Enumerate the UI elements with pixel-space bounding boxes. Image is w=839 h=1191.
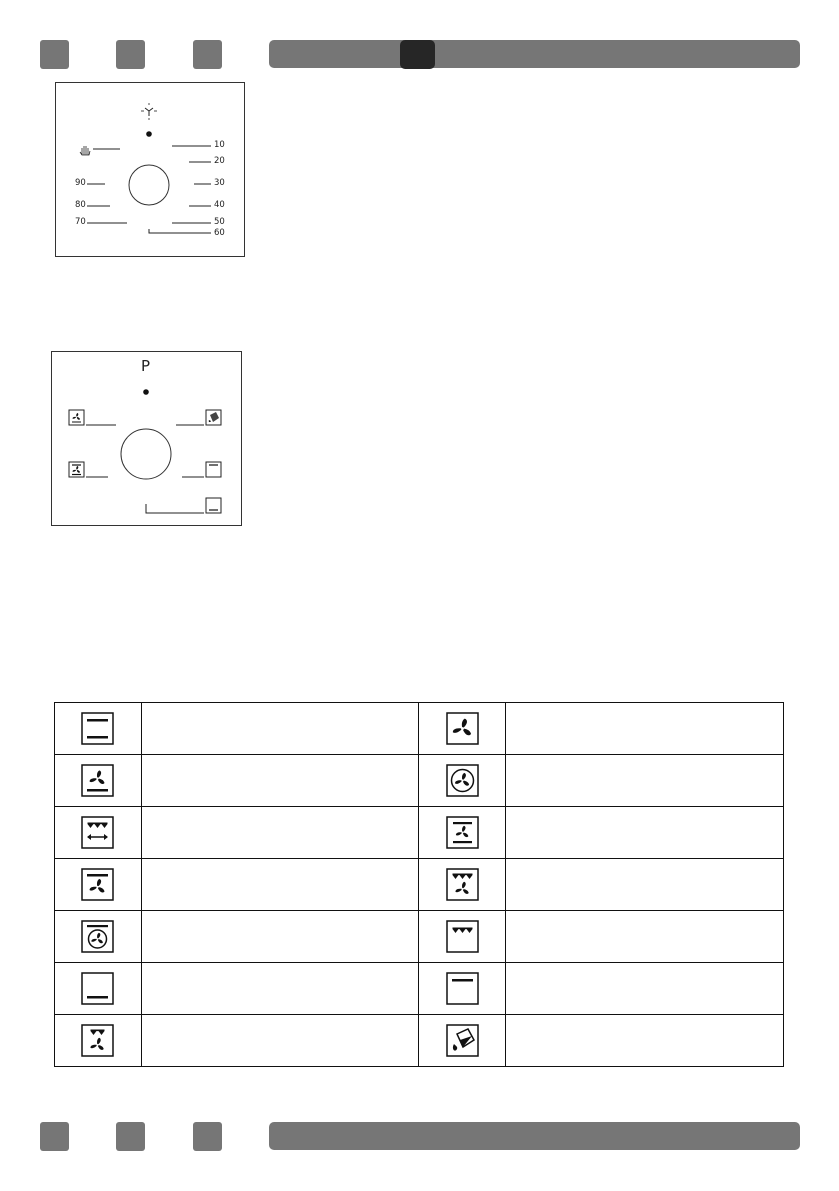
table-row (55, 807, 784, 859)
defrost-icon (206, 410, 221, 425)
top-bottom-heat-icon (55, 703, 142, 755)
legend-text (141, 963, 419, 1015)
header-bar (269, 40, 800, 68)
timer-mark-40: 40 (214, 200, 225, 210)
legend-text (141, 911, 419, 963)
legend-text (141, 859, 419, 911)
knob-indicator-dot (146, 131, 152, 137)
function-knob-graphic (52, 352, 241, 525)
fan-grill-icon (419, 859, 506, 911)
footer-square-3 (193, 1122, 222, 1151)
header-square-3 (193, 40, 222, 69)
legend-text (506, 1015, 784, 1067)
defrost-icon (419, 1015, 506, 1067)
legend-text (506, 807, 784, 859)
legend-text (141, 703, 419, 755)
function-legend-table (54, 702, 784, 1067)
fan-top-bottom-heat-icon (419, 807, 506, 859)
timer-mark-70: 70 (75, 217, 86, 227)
footer-bar (269, 1122, 800, 1150)
timer-mark-60: 60 (214, 228, 225, 238)
timer-mark-20: 20 (214, 156, 225, 166)
table-row (55, 859, 784, 911)
grill-icon (419, 911, 506, 963)
legend-text (506, 859, 784, 911)
bottom-element-icon (206, 498, 221, 513)
timer-mark-30: 30 (214, 178, 225, 188)
legend-text (141, 807, 419, 859)
top-heat-icon (419, 963, 506, 1015)
footer-square-2 (116, 1122, 145, 1151)
timer-mark-50: 50 (214, 217, 225, 227)
timer-symbol-icon (141, 103, 157, 120)
hand-icon (80, 146, 90, 155)
table-row (55, 963, 784, 1015)
table-row (55, 911, 784, 963)
legend-text (141, 1015, 419, 1067)
fan-icon (419, 703, 506, 755)
fan-top-heat-icon (55, 859, 142, 911)
function-knob-panel (51, 351, 242, 526)
timer-mark-10: 10 (214, 140, 225, 150)
legend-text (506, 755, 784, 807)
header-active-tab (400, 40, 435, 69)
full-grill-icon (55, 807, 142, 859)
timer-mark-90: 90 (75, 178, 86, 188)
header-square-1 (40, 40, 69, 69)
bottom-heat-icon (55, 963, 142, 1015)
fan-grill-small-icon (55, 1015, 142, 1067)
circular-fan-top-heat-icon (55, 911, 142, 963)
legend-text (141, 755, 419, 807)
fan-bottom-heat-icon (55, 755, 142, 807)
fan-icon (69, 410, 84, 425)
table-row (55, 703, 784, 755)
legend-text (506, 963, 784, 1015)
table-row (55, 755, 784, 807)
timer-mark-80: 80 (75, 200, 86, 210)
program-label: P (141, 357, 151, 375)
knob-circle (129, 165, 169, 205)
legend-text (506, 703, 784, 755)
legend-text (506, 911, 784, 963)
footer-square-1 (40, 1122, 69, 1151)
timer-knob-panel (55, 82, 245, 257)
knob-indicator-dot (143, 389, 149, 395)
table-row (55, 1015, 784, 1067)
knob-circle (121, 429, 171, 479)
header-square-2 (116, 40, 145, 69)
circular-fan-icon (419, 755, 506, 807)
fan-grill-icon (69, 462, 84, 477)
top-element-icon (206, 462, 221, 477)
